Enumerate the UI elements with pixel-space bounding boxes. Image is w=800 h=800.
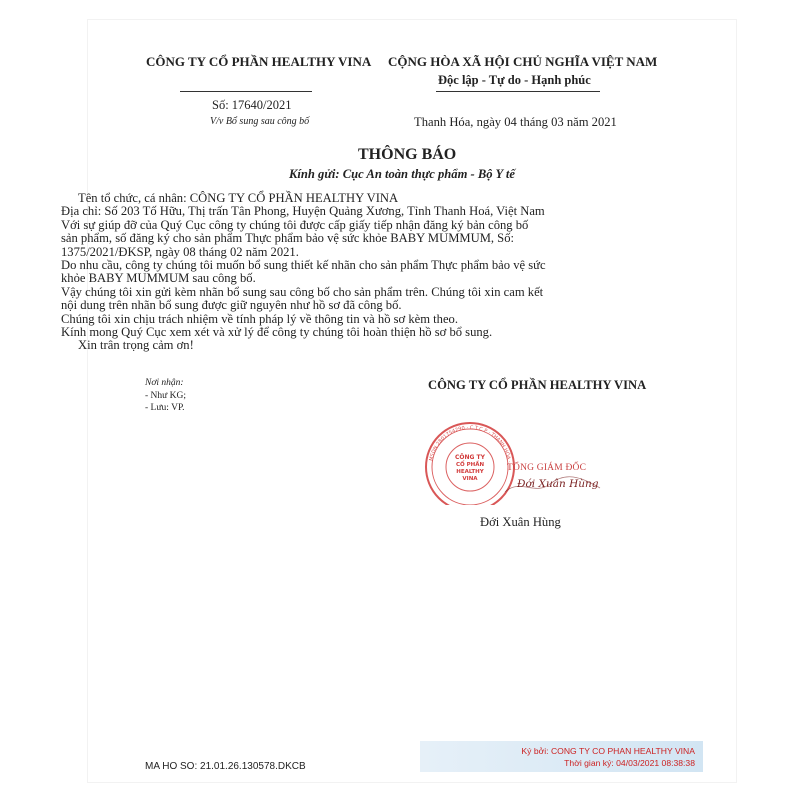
- document-number: Số: 17640/2021: [212, 98, 292, 112]
- paragraph-5: Kính mong Quý Cục xem xét và xử lý để công ty chúng tôi hoàn thiện hồ sơ bổ sung.: [61, 325, 493, 340]
- paragraph-6: Xin trân trọng cảm ơn!: [78, 338, 194, 353]
- file-code: MA HO SO: 21.01.26.130578.DKCB: [145, 761, 306, 772]
- paragraph-4: Chúng tôi xin chịu trách nhiệm về tính pháp lý về thông tin và hồ sơ kèm theo.: [61, 311, 459, 326]
- svg-text:HEALTHY: HEALTHY: [456, 469, 484, 475]
- digital-signature-box: [420, 741, 703, 772]
- paragraph-1: Với sự giúp đỡ của Quý Cục công ty chúng tôi được cấp giấy tiếp nhận đăng ký bản công bố sản phẩm, số đăng ký cho sản phẩm Thực phẩm bảo vệ sức khỏe BABY MUMMUM, Số: 1375/2021/ĐKSP, ngày 08 tháng 02 năm 2021.: [61, 217, 529, 259]
- national-motto: Độc lập - Tự do - Hạnh phúc: [438, 73, 591, 87]
- document-body: [61, 191, 598, 353]
- recipient-item: - Lưu: VP.: [145, 403, 185, 413]
- paragraph-2: Do nhu cầu, công ty chúng tôi muốn bổ sung thiết kế nhãn cho sản phẩm Thực phẩm bảo vệ sức khỏe BABY MUMMUM sau công bố.: [61, 258, 546, 286]
- recipient-item: - Như KG;: [145, 391, 187, 401]
- signature-company: CÔNG TY CỔ PHẦN HEALTHY VINA: [428, 378, 647, 392]
- svg-text:CỔ PHẦN: CỔ PHẦN: [455, 462, 485, 468]
- signer-name: Đới Xuân Hùng: [480, 515, 561, 529]
- svg-text:MSDN 2801754290 · C.T.C.P · TH: MSDN 2801754290 · C.T.C.P · THANH HÓA ·: [428, 424, 512, 464]
- recipients-label: Nơi nhận:: [145, 378, 184, 388]
- svg-text:VINA: VINA: [462, 476, 478, 482]
- document-subject: V/v Bổ sung sau công bố: [210, 116, 310, 127]
- company-name-header: CÔNG TY CỔ PHẦN HEALTHY VINA: [146, 54, 372, 69]
- signed-time: Thời gian ký: 04/03/2021 08:38:38: [564, 758, 695, 768]
- address: Địa chỉ: Số 203 Tố Hữu, Thị trấn Tân Phong, Huyện Quảng Xương, Tỉnh Thanh Hoá, Việt Nam: [61, 204, 545, 219]
- paragraph-3: Vậy chúng tôi xin gửi kèm nhãn bổ sung sau công bố cho sản phẩm trên. Chúng tôi xin cam kết nội dung trên nhãn bổ sung được giữ nguyên như hồ sơ đã công bố.: [61, 284, 544, 313]
- handwritten-signature: Đới Xuân Hùng: [517, 478, 599, 490]
- signature-scribble: [500, 470, 610, 500]
- republic-title: CỘNG HÒA XÃ HỘI CHỦ NGHĨA VIỆT NAM: [388, 54, 658, 69]
- signed-by: Ký bởi: CONG TY CO PHAN HEALTHY VINA: [521, 746, 695, 756]
- place-date: Thanh Hóa, ngày 04 tháng 03 năm 2021: [414, 115, 617, 129]
- document-page: [88, 20, 736, 782]
- svg-text:CÔNG TY: CÔNG TY: [455, 454, 485, 461]
- recipient-line: Kính gửi: Cục An toàn thực phẩm - Bộ Y tế: [289, 167, 515, 181]
- signer-title: TỔNG GIÁM ĐỐC: [507, 463, 587, 473]
- org-name: Tên tổ chức, cá nhân: CÔNG TY CỔ PHẦN HEALTHY VINA: [78, 191, 399, 205]
- header-underline-right: [436, 91, 600, 92]
- document-title: THÔNG BÁO: [358, 146, 457, 163]
- header-underline-left: [180, 91, 312, 92]
